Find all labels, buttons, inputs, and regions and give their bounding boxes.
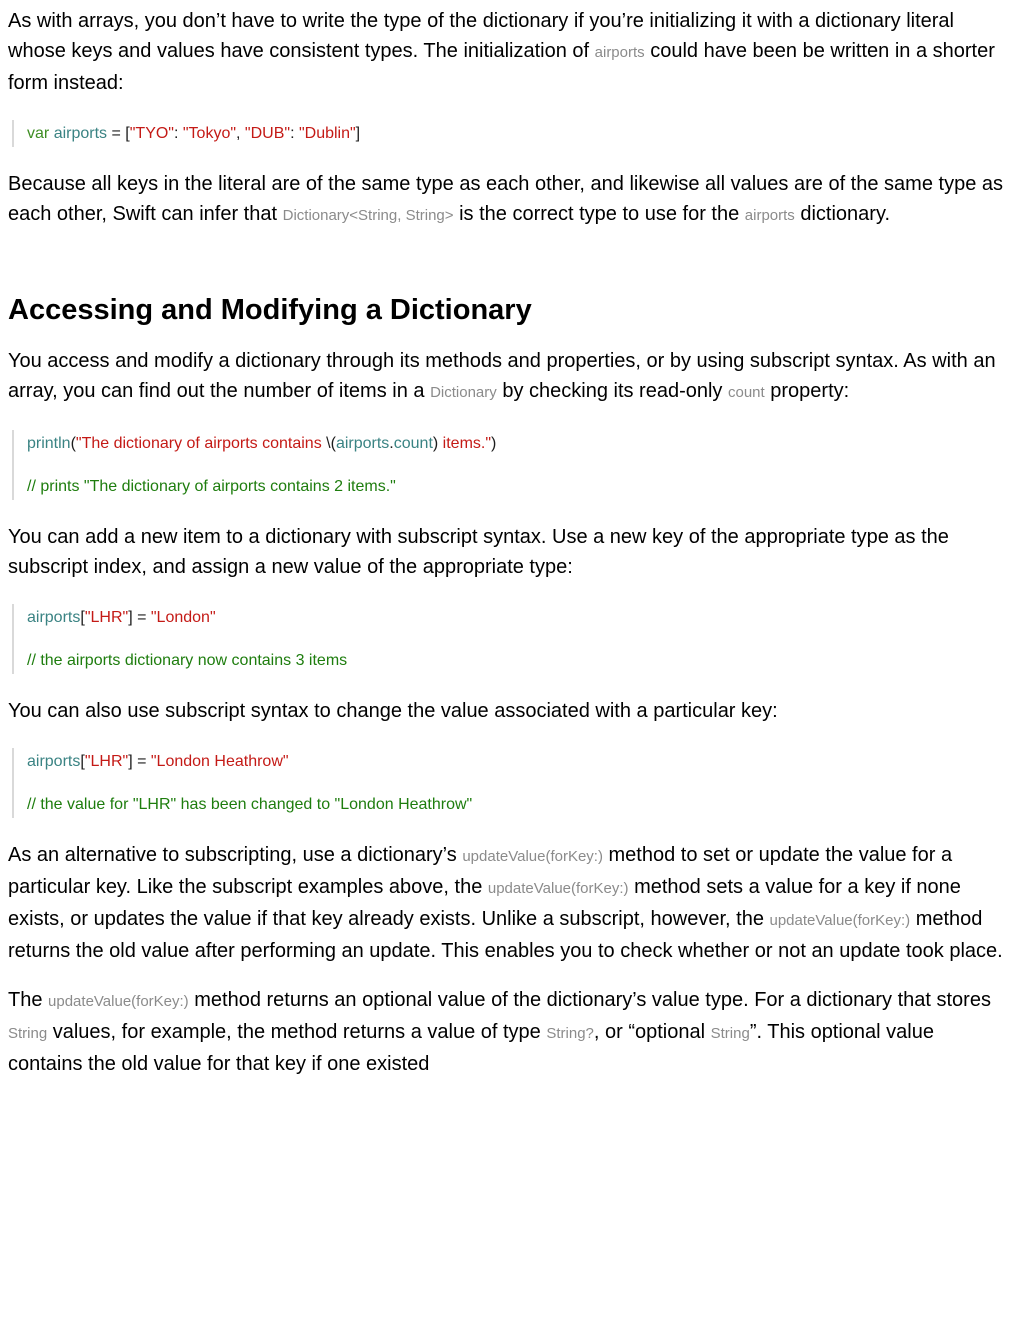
code-token-string: "DUB" — [244, 125, 291, 142]
text-run: ”. This optional value contains the old value for that key if one existed — [8, 1021, 934, 1075]
code-block — [12, 430, 1012, 500]
text-run: could have been be written in a shorter form instead: — [8, 40, 995, 94]
paragraph — [8, 985, 1012, 1079]
inline-code: Dictionary<String, String> — [282, 207, 454, 224]
code-block — [12, 120, 1012, 147]
text-run: by checking its read-only — [496, 380, 728, 402]
text-run: method returns the old value after performing an update. This enables you to check whether or not an update took place. — [8, 908, 1003, 962]
text-run: method to set or update the value for a particular key. Like the subscript examples above, the — [8, 844, 953, 898]
inline-code: String — [8, 1025, 48, 1042]
code-line — [27, 751, 1012, 772]
inline-code: updateValue(forKey:) — [487, 880, 629, 897]
code-token-string: items." — [438, 435, 492, 452]
text-run: dictionary. — [794, 203, 891, 225]
inline-code: count — [728, 384, 765, 401]
code-token-identifier: println — [27, 435, 71, 452]
code-token-plain: ] = — [128, 753, 151, 770]
code-line — [27, 794, 1012, 815]
code-block — [12, 748, 1012, 818]
code-token-plain: , — [236, 125, 245, 142]
code-token-identifier: count — [393, 435, 433, 452]
inline-code: updateValue(forKey:) — [769, 912, 911, 929]
code-token-keyword: var — [27, 125, 50, 142]
text-run: method sets a value for a key if none exists, or updates the value if that key already exists. Unlike a subscript, however, the — [8, 876, 961, 930]
code-token-plain: [ — [80, 753, 85, 770]
code-token-plain: [ — [80, 609, 85, 626]
code-token-string: "TYO" — [129, 125, 174, 142]
code-token-comment: // the value for "LHR" has been changed to "London Heathrow" — [27, 796, 473, 813]
code-line — [27, 476, 1012, 497]
code-line — [27, 607, 1012, 628]
code-token-plain: ] — [355, 125, 361, 142]
text-run: values, for example, the method returns a value of type — [47, 1021, 547, 1043]
code-token-string: "Dublin" — [298, 125, 356, 142]
code-line — [27, 433, 1012, 454]
inline-code: updateValue(forKey:) — [462, 848, 603, 865]
code-token-plain: \( — [326, 435, 336, 452]
code-token-plain: : — [290, 125, 299, 142]
code-token-comment: // the airports dictionary now contains 3 items — [27, 652, 348, 669]
paragraph — [8, 522, 1012, 582]
code-token-plain: ) — [432, 435, 439, 452]
paragraph — [8, 6, 1012, 98]
text-run: is the correct type to use for the — [453, 203, 745, 225]
code-line — [27, 123, 1012, 144]
paragraph — [8, 696, 1012, 726]
code-token-string: "The dictionary of airports contains — [75, 435, 327, 452]
code-token-identifier: airports — [27, 753, 81, 770]
code-token-plain: ] = — [128, 609, 151, 626]
code-token-identifier: airports — [27, 609, 81, 626]
text-run: You access and modify a dictionary through its methods and properties, or by using subscript syntax. As with an array, you can find out the number of items in a — [8, 350, 996, 402]
text-run: As with arrays, you don’t have to write the type of the dictionary if you’re initializing it with a dictionary literal whose keys and values have consistent types. The initialization of — [8, 10, 954, 62]
inline-code: airports — [744, 207, 795, 224]
code-token-comment: // prints "The dictionary of airports contains 2 items." — [27, 478, 396, 495]
text-run: You can add a new item to a dictionary with subscript syntax. Use a new key of the appropriate type as the subscript index, and assign a new value of the appropriate type: — [8, 526, 949, 578]
code-token-plain: ) — [491, 435, 497, 452]
paragraph — [8, 169, 1012, 231]
inline-code: String? — [546, 1025, 594, 1042]
code-block — [12, 604, 1012, 674]
text-run: The — [8, 989, 49, 1011]
text-run: You can also use subscript syntax to change the value associated with a particular key: — [8, 700, 778, 722]
code-line — [27, 650, 1012, 671]
paragraph — [8, 346, 1012, 408]
code-token-string: "Tokyo" — [182, 125, 237, 142]
code-token-plain: ( — [70, 435, 76, 452]
code-token-identifier: airports — [53, 125, 108, 142]
text-run: method returns an optional value of the dictionary’s value type. For a dictionary that stores — [188, 989, 991, 1011]
text-run: As an alternative to subscripting, use a dictionary’s — [8, 844, 463, 866]
code-token-plain: . — [389, 435, 394, 452]
document-body — [8, 6, 1012, 1079]
text-run: Because all keys in the literal are of the same type as each other, and likewise all values are of the same type as each other, Swift can infer that — [8, 173, 1003, 225]
code-token-plain: = [ — [107, 125, 130, 142]
inline-code: updateValue(forKey:) — [48, 993, 189, 1010]
code-token-identifier: airports — [335, 435, 390, 452]
inline-code: String — [710, 1025, 750, 1042]
text-run: , or “optional — [593, 1021, 711, 1043]
inline-code: airports — [594, 44, 645, 61]
code-token-string: "LHR" — [84, 753, 129, 770]
text-run: property: — [764, 380, 850, 402]
code-token-string: "London Heathrow" — [150, 753, 289, 770]
code-token-plain: : — [173, 125, 183, 142]
section-heading: Accessing and Modifying a Dictionary — [8, 294, 532, 326]
code-token-string: "London" — [150, 609, 216, 626]
paragraph — [8, 840, 1012, 966]
code-token-string: "LHR" — [84, 609, 129, 626]
inline-code: Dictionary — [430, 384, 497, 401]
